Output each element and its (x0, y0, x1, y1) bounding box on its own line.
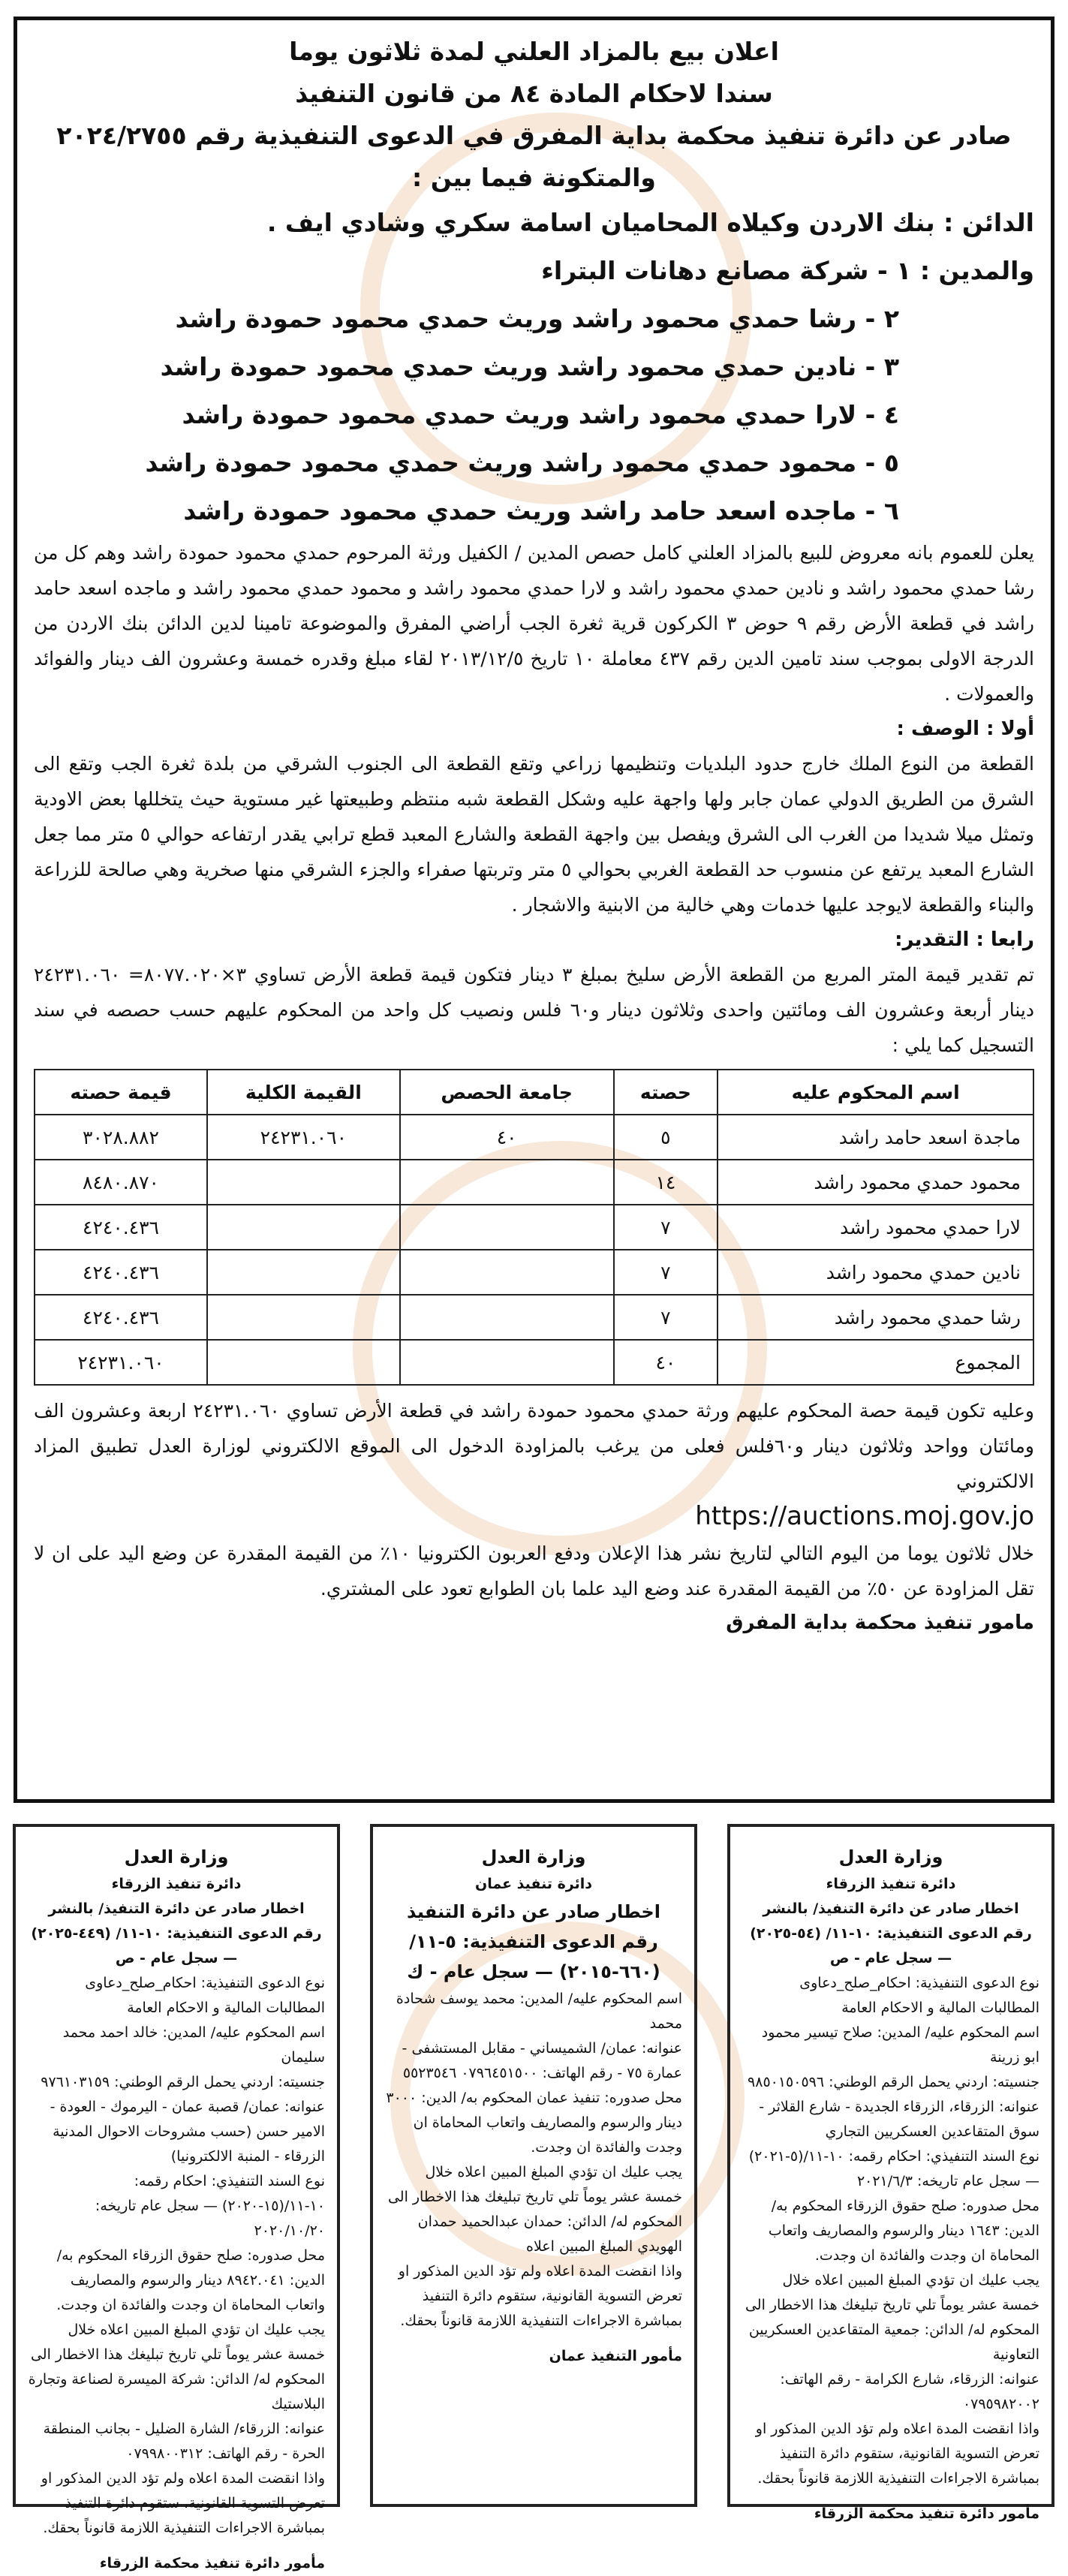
notice-text: واذا انقضت المدة اعلاه ولم تؤد الدين المذكور او تعرض التسوية القانونية، ستقوم دائرة التنفيذ بمباشرة الاجراءات التنفيذية اللازمة قانوناً بحقك. (755, 2421, 1039, 2487)
cell-total-value: ٢٤٢٣١.٠٦٠ (207, 1115, 400, 1160)
cell-total-shares (400, 1205, 614, 1250)
evaluation-paragraph: تم تقدير قيمة المتر المربع من القطعة الأرض سليخ بمبلغ ٣ دينار فتكون قيمة قطعة الأرض تساوي ٣×٨٠٧٧.٠٢٠= ٢٤٢٣١.٠٦٠ دينار أربعة وعشرون الف ومائتين واحدى وثلاثون دينار و٦٠ فلس ونصيب كل واحد من المحكوم عليهم حسب حصصه في سند التسجيل كما يلي : (34, 964, 1034, 1056)
department-title: دائرة تنفيذ الزرقاء (826, 1876, 956, 1892)
cell-total-value (207, 1250, 400, 1295)
notice-text: اسم المحكوم عليه/ المدين: خالد احمد محمد سليمان (62, 2024, 325, 2066)
cell-name: ماجدة اسعد حامد راشد (718, 1115, 1033, 1160)
notice-text: عنوانه: الزرقاء، الزرقاء الجديدة - شارع القلاثر - سوق المتقاعدين العسكريين التجاري (759, 2099, 1039, 2140)
signature: مامور تنفيذ محكمة بداية المفرق (726, 1612, 1034, 1634)
closing-paragraph: وعليه تكون قيمة حصة المحكوم عليهم ورثة حمدي محمود حمودة راشد في قطعة الأرض تساوي ٢٤٢٣١.٠٦٠ اربعة وعشرون الف ومائتان وواحد وثلاثون دينار و٦٠فلس فعلى من يرغب بالمزاودة الدخول الى الموقع الالكتروني لوزارة العدل تطبيق المزاد الالكتروني (34, 1400, 1035, 1492)
table-total-row (35, 1340, 1033, 1385)
notice-text: عنوانه: الزرقاء/ الشارة الضليل - بجانب المنطقة الحرة - رقم الهاتف: ٠٧٩٩٨٠٠٣١٢ (43, 2421, 325, 2462)
notice-text: محل صدوره: تنفيذ عمان المحكوم به/ الدين: ٣٠٠٠ دينار والرسوم والمصاريف واتعاب المحاماة ان وجدت والفائدة ان وجدت. (386, 2090, 682, 2156)
cell-total-value (207, 1160, 400, 1205)
notice-text: اسم المحكوم عليه/ المدين: محمد يوسف شحادة محمد (396, 1991, 682, 2032)
notice-text: واذا انقضت المدة اعلاه ولم تؤد الدين المذكور او تعرض التسوية القانونية، ستقوم دائرة التنفيذ بمباشرة الاجراءات التنفيذية اللازمة قانوناً بحقك. (41, 2470, 325, 2536)
notice-footer: مأمور دائرة تنفيذ محكمة الزرقاء (814, 2505, 1039, 2522)
notice-text: جنسيته: اردني يحمل الرقم الوطني: ٩٧٦١٠٣١٥٩ (41, 2074, 325, 2090)
notice-text: محل صدوره: صلح حقوق الزرقاء المحكوم به/ الدين: ٨٩٤٢.٠٤١ دينار والرسوم والمصاريف واتعاب المحاماة ان وجدت والفائدة ان وجدت. (56, 2247, 325, 2313)
case-number: رقم الدعوى التنفيذية: ١٠-١١/ (٤٤٩-٢٠٢٥) — سجل عام - ص (31, 1925, 322, 1967)
auction-link-line (34, 1499, 1034, 1536)
notice-parties-intro: والمتكونة فيما بين : (412, 163, 656, 192)
cell-name: نادين حمدي محمود راشد (718, 1250, 1033, 1295)
cell-name: محمود حمدي محمود راشد (718, 1160, 1033, 1205)
debtor-line: ٦ - ماجده اسعد حامد راشد وريث حمدي محمود حمودة راشد (183, 496, 899, 525)
department-title: دائرة تنفيذ عمان (474, 1876, 593, 1892)
shares-table (34, 1069, 1034, 1386)
notice-text: نوع الدعوى التنفيذية: احكام_صلح_دعاوى المطالبات المالية و الاحكام العامة (799, 1975, 1039, 2016)
table-row (35, 1250, 1033, 1295)
cell-share-value: ٤٢٤٠.٤٣٦ (35, 1205, 207, 1250)
ministry-title: وزارة العدل (481, 1846, 586, 1867)
notice-text: يجب عليك ان تؤدي المبلغ المبين اعلاه خلال خمسة عشر يوماً تلي تاريخ تبليغك هذا الاخطار الى المحكوم له/ الدائن: شركة الميسرة لصناعة وتجارة البلاستيك (28, 2322, 325, 2412)
debtor-line: والمدين : ١ - شركة مصانع دهانات البتراء (541, 256, 1034, 285)
cell-total-shares (400, 1295, 614, 1340)
cell-share: ٧ (614, 1295, 718, 1340)
cell-total-value (207, 1205, 400, 1250)
notice-subject: اخطار صادر عن دائرة التنفيذ (407, 1901, 660, 1922)
notice-text: يجب عليك ان تؤدي المبلغ المبين اعلاه خلال خمسة عشر يوماً تلي تاريخ تبليغك هذا الاخطار الى المحكوم له/ الدائن: جمعية المتقاعدين العسكريين التعاونية (745, 2272, 1039, 2363)
cell-name: رشا حمدي محمود راشد (718, 1295, 1033, 1340)
table-row (35, 1205, 1033, 1250)
notice-text: محل صدوره: صلح حقوق الزرقاء المحكوم به/ الدين: ١٦٤٣ دينار والرسوم والمصاريف واتعاب المحاماة ان وجدت والفائدة ان وجدت. (768, 2198, 1039, 2264)
notice-subject: اخطار صادر عن دائرة التنفيذ/ بالنشر (48, 1900, 305, 1917)
table-header-row (35, 1070, 1033, 1115)
case-number: رقم الدعوى التنفيذية: ٥-١١/ (٦٦٠-٢٠١٥) — سجل عام - ك (407, 1931, 660, 1982)
cell-share: ٧ (614, 1205, 718, 1250)
table-row (35, 1295, 1033, 1340)
cell-total-shares: ٤٠ (400, 1115, 614, 1160)
ministry-title: وزارة العدل (838, 1846, 943, 1867)
notice-text: واذا انقضت المدة اعلاه ولم تؤد الدين المذكور او تعرض التسوية القانونية، ستقوم دائرة التنفيذ بمباشرة الاجراءات التنفيذية اللازمة قانوناً بحقك. (398, 2263, 682, 2329)
notice-legal-basis: سندا لاحكام المادة ٨٤ من قانون التنفيذ (295, 79, 773, 108)
cell-total-value (207, 1295, 400, 1340)
description-paragraph: القطعة من النوع الملك خارج حدود البلديات وتنظيمها زراعي وتقع القطعة الى الجنوب الشرقي من بلدة ثغرة الجب وتقع الى الشرق من الطريق الدولي عمان جابر ولها واجهة عليه وشكل القطعة شبه منتظم وطبيعتها غير مستوية حيث يتخللها بعض الاودية وتمثل ميلا شديدا من الغرب الى الشرق ويفصل بين واجهة القطعة والشارع المعبد قطع ترابي يقدر ارتفاعه حوالي ٥ متر مما جعل الشارع المعبد يرتفع عن منسوب حد القطعة الغربي بحوالي ٥ متر وتربتها صفراء والجزء الشرقي منها صخرية وهي صالحة للزراعة والبناء والقطعة لايوجد عليها خدمات وهي خالية من الابنية والاشجار . (34, 753, 1034, 916)
column-header: اسم المحكوم عليه (718, 1070, 1033, 1115)
auction-notice (14, 17, 1054, 1803)
cell-share: ٧ (614, 1250, 718, 1295)
cell-share: ١٤ (614, 1160, 718, 1205)
notice-text: اسم المحكوم عليه/ المدين: صلاح تيسير محمود ابو زرينة (761, 2024, 1039, 2066)
debtor-line: ٣ - نادين حمدي محمود راشد وريث حمدي محمود حمودة راشد (160, 352, 899, 381)
cell-empty (400, 1340, 614, 1385)
notice-text: يجب عليك ان تؤدي المبلغ المبين اعلاه خلال خمسة عشر يوماً تلي تاريخ تبليغك هذا الاخطار الى المحكوم له/ الدائن: حمدان عبدالحميد حمدان الهويدي المبلغ المبين اعلاه (387, 2164, 682, 2255)
cell-share-value: ٤٢٤٠.٤٣٦ (35, 1250, 207, 1295)
evaluation-heading: رابعا : التقدير: (895, 928, 1034, 951)
notice-text: جنسيته: اردني يحمل الرقم الوطني: ٩٨٥٠١٥٠٥٩٦ (748, 2074, 1039, 2090)
cell-total-label: المجموع (718, 1340, 1033, 1385)
cell-grand-total: ٢٤٢٣١.٠٦٠ (35, 1340, 207, 1385)
column-header: قيمة حصته (35, 1070, 207, 1115)
creditor-line: الدائن : بنك الاردن وكيلاه المحاميان اسامة سكري وشادي ايف . (266, 208, 1034, 237)
intro-paragraph: يعلن للعموم بانه معروض للبيع بالمزاد العلني كامل حصص المدين / الكفيل ورثة المرحوم حمدي محمود حمودة راشد وهم كل من رشا حمدي محمود راشد و نادين حمدي محمود راشد و لارا حمدي محمود راشد و محمود حمدي محمود راشد و ماجده اسعد حامد راشد في قطعة الأرض رقم ٩ حوض ٣ الكركون قرية ثغرة الجب أراضي المفرق والموضوعة تامينا لدين الدائن بنك الاردن من الدرجة الاولى بموجب سند تامين الدين رقم ٤٣٧ معاملة ١٠ تاريخ ٢٠١٣/١٢/٥ لقاء مبلغ وقدره خمسة وعشرون الف دينار والفوائد والعمولات . (34, 542, 1034, 705)
table-row (35, 1160, 1033, 1205)
cell-total-shares (400, 1160, 614, 1205)
cell-share: ٥ (614, 1115, 718, 1160)
cell-total-share: ٤٠ (614, 1340, 718, 1385)
notice-footer: مأمور دائرة تنفيذ محكمة الزرقاء (99, 2555, 325, 2571)
cell-name: لارا حمدي محمود راشد (718, 1205, 1033, 1250)
notice-text: عنوانه: الزرقاء، شارع الكرامة - رقم الهاتف: ٠٧٩٥٩٨٢٠٠٢ (780, 2371, 1039, 2412)
notice-text: نوع السند التنفيذي: احكام رقمه: ١٠-١١/(٥-٢٠٢١) — سجل عام تاريخه: ٢٠٢١/٦/٣ (748, 2148, 1039, 2189)
auction-website-link[interactable]: https://auctions.moj.gov.jo (695, 1501, 1034, 1531)
notice-text: عنوانه: عمان/ قصبة عمان - اليرموك - العودة - الامير حسن (حسب مشروحات الاحوال المدنية الزرقاء - المنبة الالكترونيا) (50, 2099, 325, 2165)
debtor-line: ٥ - محمود حمدي محمود راشد وريث حمدي محمود حمودة راشد (145, 448, 899, 477)
table-row (35, 1115, 1033, 1160)
notice-zarqa-2 (13, 1824, 340, 2571)
debtor-line: ٢ - رشا حمدي محمود راشد وريث حمدي محمود حمودة راشد (175, 304, 899, 333)
notice-text: عنوانه: عمان/ الشميساني - مقابل المستشفى - عمارة ٧٥ - رقم الهاتف: ٠٧٩٦٤٥١٥٠٠ ٥٥٢٣٥٤٦ (402, 2040, 682, 2081)
column-header: جامعة الحصص (400, 1070, 614, 1115)
notice-zarqa-1 (727, 1824, 1054, 2522)
notice-footer: مأمور التنفيذ عمان (549, 2348, 682, 2364)
notice-text: نوع الدعوى التنفيذية: احكام_صلح_دعاوى المطالبات المالية و الاحكام العامة (85, 1975, 325, 2016)
case-number: رقم الدعوى التنفيذية: ١٠-١١/ (٥٤-٢٠٢٥) — سجل عام - ص (750, 1925, 1032, 1967)
column-header: حصته (614, 1070, 718, 1115)
department-title: دائرة تنفيذ الزرقاء (111, 1876, 242, 1892)
description-heading: أولا : الوصف : (896, 718, 1034, 740)
notice-subject: اخطار صادر عن دائرة التنفيذ/ بالنشر (763, 1900, 1019, 1917)
cell-share-value: ٨٤٨٠.٨٧٠ (35, 1160, 207, 1205)
notice-text: نوع السند التنفيذي: احكام رقمه: ١٠-١١/(١٥-٢٠٢٠) — سجل عام تاريخه: ٢٠٢٠/١٠/٢٠ (95, 2173, 325, 2239)
ministry-title: وزارة العدل (124, 1846, 229, 1867)
notice-title: اعلان بيع بالمزاد العلني لمدة ثلاثون يوما (289, 37, 779, 66)
debtor-line: ٤ - لارا حمدي محمود راشد وريث حمدي محمود حمودة راشد (182, 400, 899, 429)
column-header: القيمة الكلية (207, 1070, 400, 1115)
cell-empty (207, 1340, 400, 1385)
cell-share-value: ٤٢٤٠.٤٣٦ (35, 1295, 207, 1340)
cell-share-value: ٣٠٢٨.٨٨٢ (35, 1115, 207, 1160)
closing-tail: خلال ثلاثون يوما من اليوم التالي لتاريخ نشر هذا الإعلان ودفع العربون الكترونيا ١٠٪ من القيمة المقدرة عن وضع اليد على ان لا تقل المزاودة عن ٥٠٪ من القيمة المقدرة عند وضع اليد علما بان الطوابع تعود على المشتري. (34, 1542, 1034, 1599)
cell-total-shares (400, 1250, 614, 1295)
notice-amman (370, 1824, 697, 2507)
notice-issuer: صادر عن دائرة تنفيذ محكمة بداية المفرق في الدعوى التنفيذية رقم ٢٠٢٤/٢٧٥٥ (56, 121, 1012, 150)
